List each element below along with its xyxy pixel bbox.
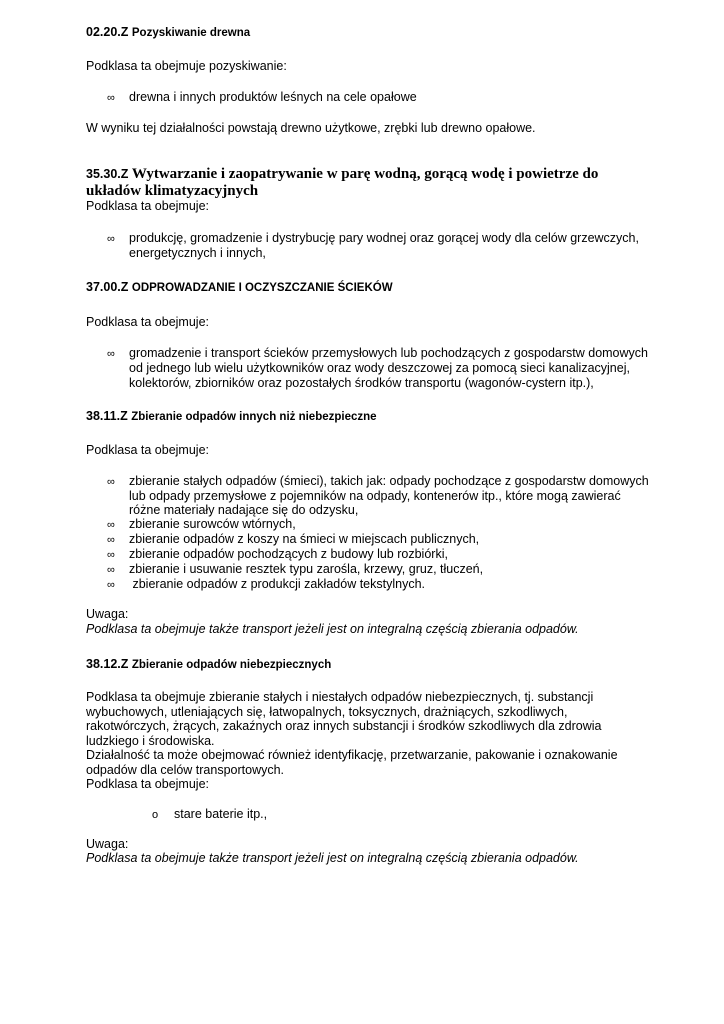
bullet-glyph: ∞ — [107, 519, 115, 531]
bullet-glyph: ∞ — [107, 92, 115, 104]
section-heading-3530z — [86, 166, 598, 183]
section-code: 02.20.Z — [86, 25, 129, 39]
note-label: Uwaga: — [86, 837, 129, 851]
section-note: W wyniku tej działalności powstają drewno użytkowe, zrębki lub drewno opałowe. — [86, 121, 536, 135]
section-code: 37.00.Z — [86, 280, 129, 294]
section-intro: Podklasa ta obejmuje: — [86, 199, 209, 213]
list-item: stare baterie itp., — [174, 807, 268, 821]
bullet-glyph: ∞ — [107, 348, 115, 360]
bullet-glyph: ∞ — [107, 233, 115, 245]
paragraph-line: Podklasa ta obejmuje: — [86, 777, 209, 791]
note-text: Podklasa ta obejmuje także transport jeżeli jest on integralną częścią zbierania odpadów. — [86, 851, 579, 865]
paragraph-line: ludzkiego i środowiska. — [86, 734, 215, 748]
section-title: Pozyskiwanie drewna — [131, 27, 251, 39]
section-heading-3812z — [86, 657, 331, 673]
section-code: 35.30.Z — [86, 167, 129, 181]
list-item: zbieranie odpadów pochodzących z budowy lub rozbiórki, — [129, 547, 448, 561]
section-heading-0220z — [86, 25, 250, 41]
section-title: Zbieranie odpadów niebezpiecznych — [131, 659, 332, 671]
bullet-glyph: ∞ — [107, 564, 115, 576]
list-item: drewna i innych produktów leśnych na cele opałowe — [129, 90, 417, 104]
list-item: zbieranie stałych odpadów (śmieci), takich jak: odpady pochodzące z gospodarstw domowych — [129, 474, 649, 488]
bullet-glyph: ∞ — [107, 534, 115, 546]
list-item: zbieranie odpadów z koszy na śmieci w miejscach publicznych, — [129, 532, 480, 546]
list-item-cont: kolektorów, zbiorników oraz pozostałych środków transportu (wagonów-cystern itp.), — [129, 376, 594, 390]
list-item: zbieranie odpadów z produkcji zakładów tekstylnych. — [129, 577, 425, 591]
paragraph-line: Działalność ta może obejmować również identyfikację, przetwarzanie, pakowanie i oznakowanie — [86, 748, 618, 762]
section-code: 38.11.Z — [86, 409, 128, 423]
circle-bullet-glyph: o — [152, 809, 159, 821]
bullet-glyph: ∞ — [107, 579, 115, 591]
section-intro: Podklasa ta obejmuje pozyskiwanie: — [86, 59, 287, 73]
list-item-cont: od jednego lub wielu użytkowników oraz wody deszczowej za pomocą sieci kanalizacyjnej, — [129, 361, 630, 375]
bullet-glyph: ∞ — [107, 549, 115, 561]
list-item: zbieranie surowców wtórnych, — [129, 517, 296, 531]
list-item: produkcję, gromadzenie i dystrybucję pary wodnej oraz gorącej wody dla celów grzewczych, — [129, 231, 639, 245]
list-item: zbieranie i usuwanie resztek typu zarośla, krzewy, gruz, tłuczeń, — [129, 562, 484, 576]
paragraph-line: odpadów dla celów transportowych. — [86, 763, 285, 777]
note-text: Podklasa ta obejmuje także transport jeżeli jest on integralną częścią zbierania odpadów. — [86, 622, 579, 636]
section-title: Zbieranie odpadów innych niż niebezpieczne — [131, 411, 377, 423]
list-item: gromadzenie i transport ścieków przemysłowych lub pochodzących z gospodarstw domowych — [129, 346, 648, 360]
paragraph-line: rakotwórczych, żrących, zakaźnych oraz innych substancji i środków szkodliwych dla zdrowia — [86, 719, 602, 733]
section-heading-3700z — [86, 280, 393, 296]
section-heading-3811z — [86, 409, 377, 425]
section-title-cont: układów klimatyzacyjnych — [86, 183, 259, 199]
section-title: Wytwarzanie i zaopatrywanie w parę wodną, gorącą wodę i powietrze do — [131, 166, 599, 182]
bullet-glyph: ∞ — [107, 476, 115, 488]
section-intro: Podklasa ta obejmuje: — [86, 315, 209, 329]
list-item-cont: lub odpady przemysłowe z pojemników na odpady, kontenerów itp., które mogą zawierać — [129, 489, 621, 503]
note-label: Uwaga: — [86, 607, 129, 621]
section-code: 38.12.Z — [86, 657, 129, 671]
section-title: ODPROWADZANIE I OCZYSZCZANIE ŚCIEKÓW — [131, 282, 393, 294]
paragraph-line: Podklasa ta obejmuje zbieranie stałych i niestałych odpadów niebezpiecznych, tj. substancji — [86, 690, 594, 704]
list-item-cont: energetycznych i innych, — [129, 246, 266, 260]
list-item-cont: różne materiały nadające się do odzysku, — [129, 503, 359, 517]
paragraph-line: wybuchowych, utleniających się, łatwopalnych, toksycznych, drażniących, szkodliwych, — [86, 705, 568, 719]
section-intro: Podklasa ta obejmuje: — [86, 443, 209, 457]
